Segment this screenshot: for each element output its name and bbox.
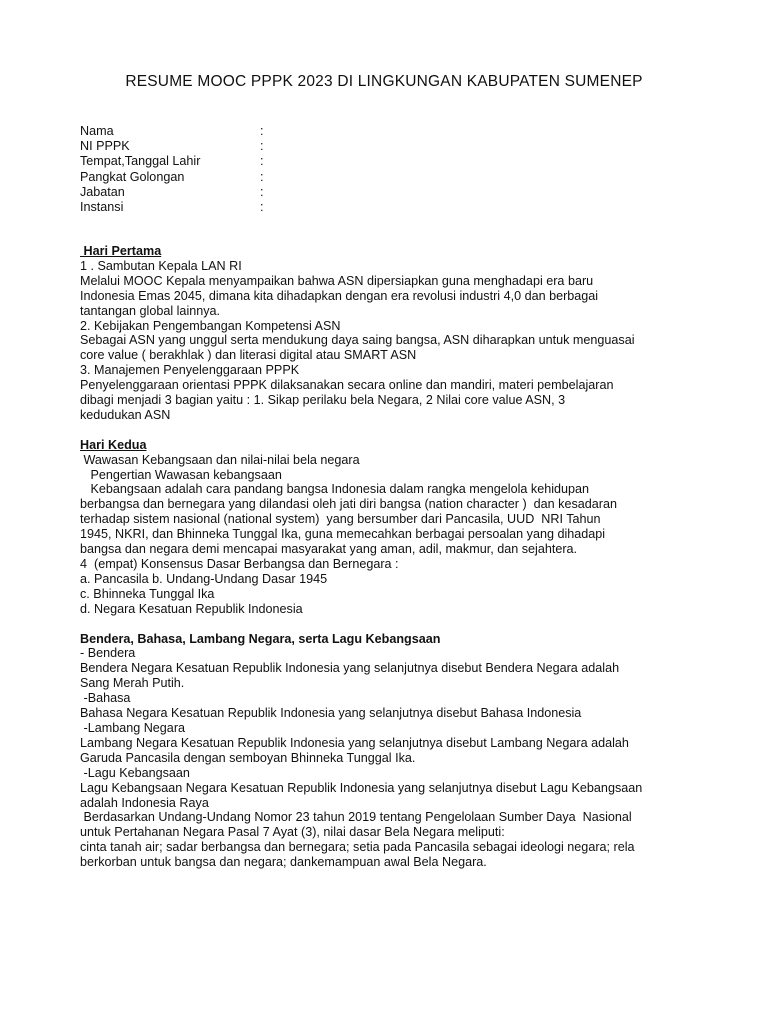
- section-heading-day2: Hari Kedua: [80, 437, 147, 452]
- text-line: 4 (empat) Konsensus Dasar Berbangsa dan Bernegara :: [80, 557, 399, 572]
- identity-label: Jabatan: [80, 184, 125, 199]
- day1-content: [80, 259, 700, 423]
- text-line: Kebangsaan adalah cara pandang bangsa Indonesia dalam rangka mengelola kehidupan: [80, 482, 590, 497]
- text-line: 1945, NKRI, dan Bhinneka Tunggal Ika, guna memecahkan berbagai persoalan yang dihadapi: [80, 527, 606, 542]
- text-line: - Bendera: [80, 646, 136, 661]
- text-line: adalah Indonesia Raya: [80, 795, 209, 810]
- text-line: dibagi menjadi 3 bagian yaitu : 1. Sikap perilaku bela Negara, 2 Nilai core value ASN, 3: [80, 393, 566, 408]
- text-line: d. Negara Kesatuan Republik Indonesia: [80, 601, 303, 616]
- identity-colon: :: [260, 154, 264, 169]
- text-line: Melalui MOOC Kepala menyampaikan bahwa ASN dipersiapkan guna menghadapi era baru: [80, 273, 594, 288]
- identity-row-pangkat: [80, 170, 480, 185]
- text-line: berbangsa dan bernegara yang dilandasi oleh jati diri bangsa (nation character ) dan kesadaran: [80, 497, 617, 512]
- text-line: -Lagu Kebangsaan: [80, 765, 190, 780]
- document-title: RESUME MOOC PPPK 2023 DI LINGKUNGAN KABUPATEN SUMENEP: [125, 73, 643, 90]
- text-line: bangsa dan negara demi mencapai masyarakat yang aman, adil, makmur, dan sejahtera.: [80, 542, 578, 557]
- text-line: kedudukan ASN: [80, 407, 171, 422]
- text-line: Indonesia Emas 2045, dimana kita dihadapkan dengan era revolusi industri 4,0 dan berbagai: [80, 288, 599, 303]
- text-line: Lambang Negara Kesatuan Republik Indonesia yang selanjutnya disebut Lambang Negara adalah: [80, 735, 629, 750]
- identity-label: Instansi: [80, 199, 124, 214]
- identity-colon: :: [260, 184, 264, 199]
- text-line: Sang Merah Putih.: [80, 676, 185, 691]
- text-line: Bahasa Negara Kesatuan Republik Indonesia yang selanjutnya disebut Bahasa Indonesia: [80, 706, 582, 721]
- text-line: Wawasan Kebangsaan dan nilai-nilai bela negara: [80, 452, 360, 467]
- spacer: [80, 423, 700, 438]
- symbols-content: [80, 646, 700, 870]
- text-line: Bendera Negara Kesatuan Republik Indonesia yang selanjutnya disebut Bendera Negara adalah: [80, 661, 620, 676]
- section-heading-symbols: Bendera, Bahasa, Lambang Negara, serta Lagu Kebangsaan: [80, 631, 441, 646]
- identity-row-ni-pppk: [80, 139, 480, 154]
- text-line: Penyelenggaraan orientasi PPPK dilaksanakan secara online dan mandiri, materi pembelajaran: [80, 378, 614, 393]
- identity-colon: :: [260, 199, 264, 214]
- text-line: Garuda Pancasila dengan semboyan Bhinneka Tunggal Ika.: [80, 750, 416, 765]
- day2-content: [80, 453, 700, 617]
- identity-row-instansi: [80, 200, 480, 215]
- text-line: Lagu Kebangsaan Negara Kesatuan Republik Indonesia yang selanjutnya disebut Lagu Kebangsaan: [80, 780, 643, 795]
- spacer: [80, 617, 700, 632]
- identity-row-nama: [80, 124, 480, 139]
- text-line: untuk Pertahanan Negara Pasal 7 Ayat (3), nilai dasar Bela Negara meliputi:: [80, 825, 505, 840]
- identity-colon: :: [260, 139, 264, 154]
- identity-label: Tempat,Tanggal Lahir: [80, 154, 201, 169]
- text-line: terhadap sistem nasional (national system) yang bersumber dari Pancasila, UUD NRI Tahun: [80, 512, 601, 527]
- identity-row-jabatan: [80, 185, 480, 200]
- identity-colon: :: [260, 169, 264, 184]
- text-line: c. Bhinneka Tunggal Ika: [80, 586, 215, 601]
- section-heading-day1: Hari Pertama: [80, 244, 162, 258]
- identity-colon: :: [260, 124, 264, 138]
- text-line: a. Pancasila b. Undang-Undang Dasar 1945: [80, 571, 328, 586]
- document-body: [80, 244, 700, 870]
- text-line: Berdasarkan Undang-Undang Nomor 23 tahun 2019 tentang Pengelolaan Sumber Daya Nasional: [80, 810, 632, 825]
- text-line: tantangan global lainnya.: [80, 303, 221, 318]
- text-line: Pengertian Wawasan kebangsaan: [80, 467, 282, 482]
- text-line: berkorban untuk bangsa dan negara; dankemampuan awal Bela Negara.: [80, 855, 487, 870]
- identity-label: NI PPPK: [80, 139, 130, 154]
- text-line: 2. Kebijakan Pengembangan Kompetensi ASN: [80, 318, 341, 333]
- text-line: -Lambang Negara: [80, 720, 186, 735]
- identity-row-ttl: [80, 154, 480, 169]
- text-line: -Bahasa: [80, 691, 131, 706]
- text-line: 3. Manajemen Penyelenggaraan PPPK: [80, 363, 300, 378]
- text-line: Sebagai ASN yang unggul serta mendukung daya saing bangsa, ASN diharapkan untuk menguasai: [80, 333, 635, 348]
- text-line: cinta tanah air; sadar berbangsa dan bernegara; setia pada Pancasila sebagai ideologi negara; rela: [80, 840, 635, 855]
- identity-table: [80, 124, 480, 215]
- text-line: core value ( berakhlak ) dan literasi digital atau SMART ASN: [80, 348, 417, 363]
- text-line: 1 . Sambutan Kepala LAN RI: [80, 258, 242, 273]
- identity-label: Nama: [80, 124, 114, 138]
- identity-label: Pangkat Golongan: [80, 169, 185, 184]
